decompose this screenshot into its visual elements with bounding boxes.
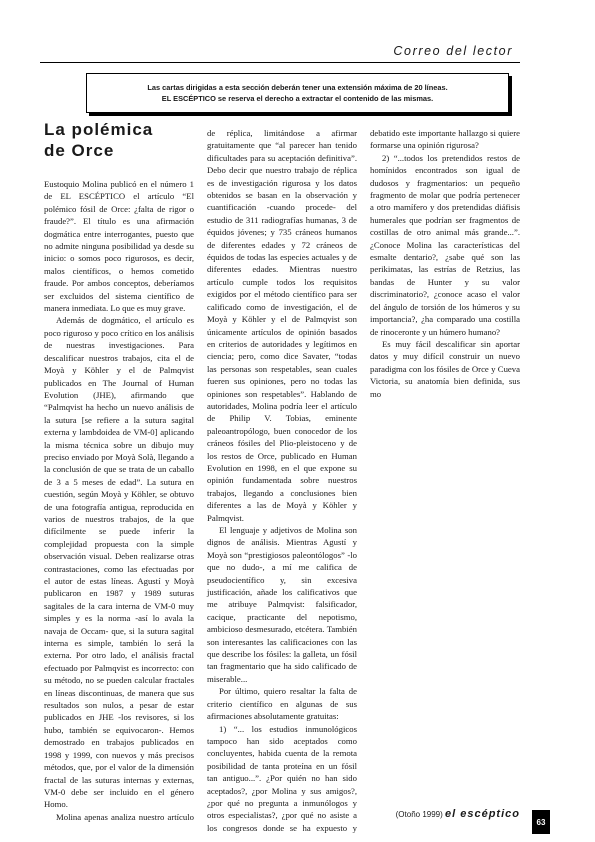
article-paragraph: 2) “...todos los pretendidos restos de homínidos encontrados son igual de dudosos y fragmentarios: un pequeño fragmento de molar que podría pertenecer a otro mamífero y dos pretendidas diáfisis humerales que podrían ser fragmentos de costillas de otro animal más grande...”. ¿Conoce Molina las características del esmalte dentario?, ¿sabe qué son las perikimatas, las estrías de Retzius, las bandas de Hunter y su valor discriminatorio?, ¿conoce acaso el valor del ángulo de torsión de los húmeros y su importancia?, ¿ha comparado una costilla de rinoceronte y un húmero humano? [370,152,520,337]
page-footer [330,808,520,820]
text-column-3 [370,127,520,400]
issue-label: (Otoño 1999) [395,810,443,819]
section-header: Correo del lector [393,44,513,58]
article-paragraph: Molina apenas analiza nuestro artículo [56,811,194,822]
article-title [44,119,204,161]
article-paragraph: Además de dogmático, el artículo es poco riguroso y poco crítico en los análisis de nuestras investigaciones. Para descalificar nuestros trabajos, cita el de Moyà y Köhler y el de Palmqvist publicados en The Journal of Human Evolution (JHE), afirmando que “Palmqvist ha hecho un nuevo análisis de la sutura [se refiere a la sutura sagital externa y lambdoidea de VM-0] aplicando la misma técnica sobre un dibujo muy preciso enviado por Moyà Solà, llegando a la conclusión de que se trata de un caballo de 3 a 5 meses de edad”. La sutura en cuestión, según Moyà y Köhler, se obtuvo de una fotografía antigua, reproducida en varios de nuestros trabajos, de la que difícilmente se puede inferir la complejidad propuesta con la simple observación visual. Deben realizarse otras contrastaciones, como las efectuadas por el autor de estas líneas. Agustí y Moyà publicaron en 1987 y 1989 suturas sagitales de la cara interna de VM-0 muy simples y es la norma -así lo avala la navaja de Occam- que, si la sutura sagital interna es simple, también lo será la externa. Por otro lado, el análisis fractal efectuado por Palmqvist es incorrecto: con su método, no se pueden calcular fractales en líneas discontinuas, de manera que sus resultados son nulos, a pesar de estar publicados en JHE -los revisores, si los hubo, también se equivocaron-. Hemos demostrado en trabajos publicados en 1998 y 1999, con nuevos y más precisos métodos, que, por el valor de la dimensión fractal de las suturas internas y externas, VM-0 debe ser incluido en el género Homo. [44,315,194,810]
article-paragraph: 1) “... los estudios inmunológicos tampoco han sido aceptados como concluyentes, habida cuenta de la remota posibilidad de tanta proteína en un fósil tan antiguo...”. ¿Por quién no han sido aceptados?, ¿por Molina y sus amigos?, ¿por qué no pregunta a inmunólogos y otros especialistas?, ¿por qué no asiste a los congresos donde se ha expuesto y [207,723,357,833]
article-paragraph: El lenguaje y adjetivos de Molina son dignos de análisis. Mientras Agustí y Moyà son “prestigiosos paleontólogos” -lo que no dudo-, a mí me califica de pseudocientífico y, sin excesiva justificación, añade los calificativos que me atribuye Palmqvist: falsificador, cacique, practicante del nepotismo, ambicioso desmesurado, etcétera. También son interesantes las calificaciones con las que describe los fósiles: la galleta, un fósil tan fragmentario que ha sido calificado de miserable... [207,525,357,684]
page-number: 63 [532,810,550,834]
notice-line-2: EL ESCÉPTICO se reserva el derecho a extractar el contenido de las mismas. [161,94,434,103]
magazine-name: el escéptico [445,808,520,820]
article-paragraph: de réplica, limitándose a afirmar gratuitamente que “al parecer han tenido dificultades para su aceptación definitiva”. Debo decir que nuestro trabajo de réplica es de investigación rigurosa y los datos obtenidos se basan en la observación y cuantificación -cuando procede- del estudio de 311 radiografías humanas, 3 de équidos jóvenes; y 735 cráneos humanos de diferentes edades y 72 cráneos de équidos de todas las especies actuales y de diferentes edades. Mientras nuestro artículo cumple todos los requisitos exigidos por el método científico para ser calificado como de investigación, el de Moyà y Köhler y el de Palmqvist son únicamente artículos de opinión basados en criterios de autoridades y legítimos en ciencia; pero, como dice Savater, “todas las personas son respetables, sean cuales fueren sus opiniones, pero no todas las opiniones son respetables”. Hablando de autoridades, Molina podría leer el artículo de Philip V. Tobias, eminente paleoantropólogo, buen conocedor de los cráneos fósiles del Plio-pleistoceno y de los restos de Orce, publicado en Human Evolution en 1998, en el que expone su opinión fundamentada sobre nuestros trabajos, llegando a conclusiones bien diferentes a las de Moyà y Köhler y Palmqvist. [207,128,357,523]
article-paragraph: Por último, quiero resaltar la falta de criterio científico en algunas de sus afirmaciones absolutamente gratuitas: [207,686,357,722]
text-column-1 [44,178,194,823]
article-paragraph: Es muy fácil descalificar sin aportar datos y muy difícil construir un nuevo paradigma con los fósiles de Orce y Cueva Victoria, su anatomía bien definida, sus mo [370,338,520,399]
title-line-1: La polémica [44,120,154,139]
article-paragraph: debatido este importante hallazgo si quiere formarse una opinión rigurosa? [370,128,520,151]
header-rule [40,62,520,63]
notice-box [86,73,509,113]
text-column-2 [207,127,357,834]
article-paragraph: Eustoquio Molina publicó en el número 1 de EL ESCÉPTICO el artículo “El polémico fósil de Orce: ¿falta de rigor o fraude?”. El título es una afirmación dogmática entre interrogantes, puesto que no admite ninguna posibilidad ya desde su inicio: o somos poco rigurosos, es decir, malos científicos, o hemos cometido fraude. Por ambos conceptos, deberíamos ser excluidos del sistema científico de manera inmediata. Lo que es muy grave. [44,179,194,314]
notice-line-1: Las cartas dirigidas a esta sección deberán tener una extensión máxima de 20 líneas. [147,83,448,92]
submission-notice [86,73,509,113]
title-line-2: de Orce [44,141,115,160]
